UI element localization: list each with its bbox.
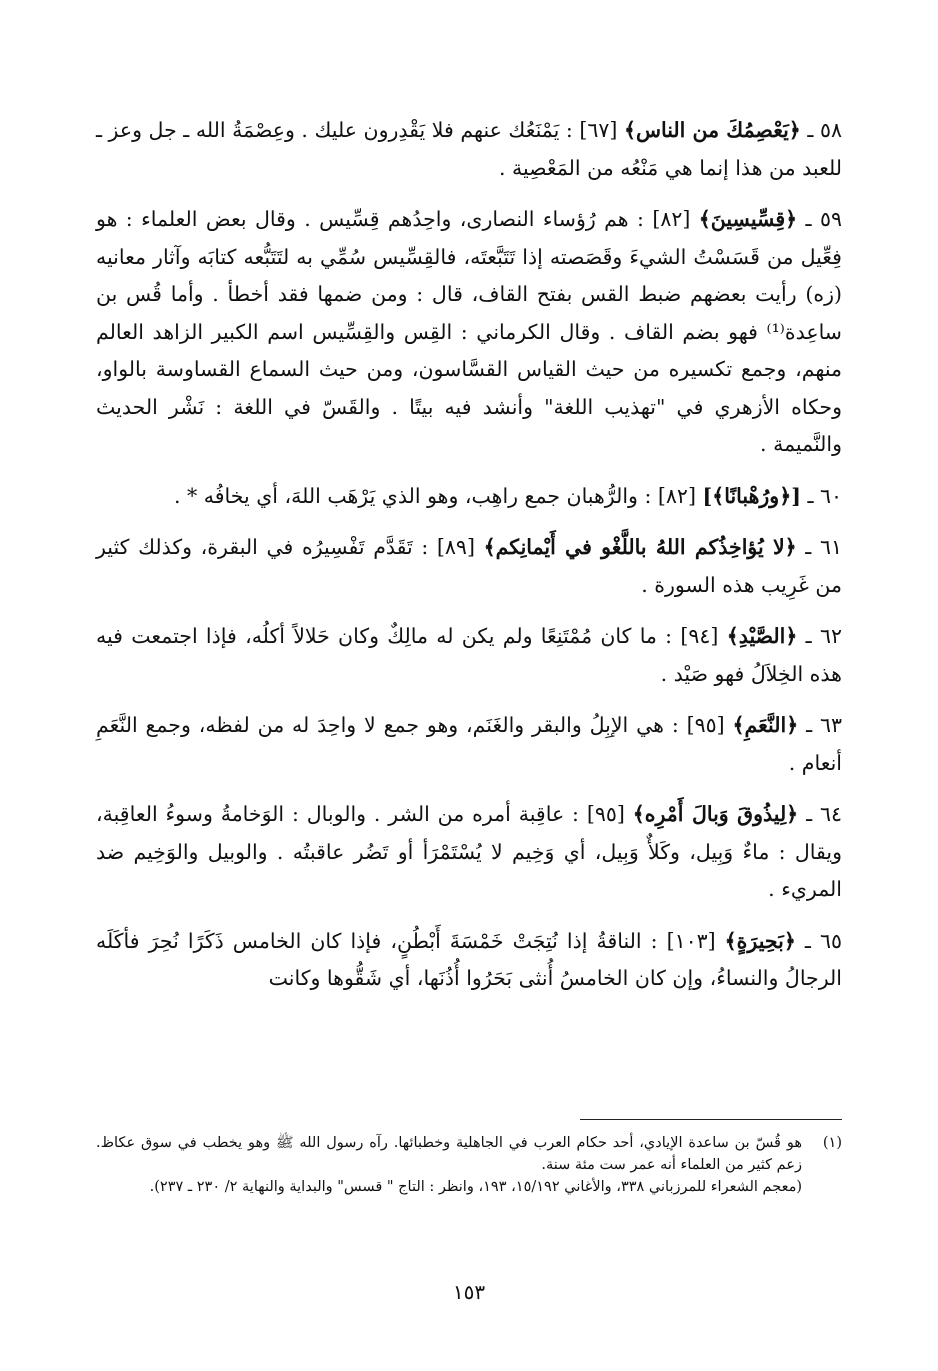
verse-reference: [٦٧] <box>579 118 618 142</box>
quran-term: ﴿قِسِّيسِينَ﴾ <box>698 207 798 231</box>
entry-definition: : والرُّهبان جمع راهِب، وهو الذي يَرْهَب اللهَ، أي يخافُه * . <box>173 483 652 508</box>
entry-definition: : هم رُؤساء النصارى، واحِدُهم قِسِّيس . وقال بعض العلماء : هو فِعِّيل من قَسَسْتُ الشيءَ وقَصَصته إذا تَتَبَّعتَه، فالقِسِّيس سُمِّي به لتَتَبُّعه كتابَه وآثار معانيه (زه) رأيت بعضهم ضبط القس بفتح القاف، قال : ومن ضمها فقد أخطأ . وأما قُس بن ساعِدة⁽¹⁾ فهو بضم القاف . وقال الكرماني : القِس والقِسِّيس اسم الكبير الزاهد العالم منهم، وجمع تكسيره من حيث القياس القسَّاسون، ومن حيث السماع القساوسة بالواو، وحكاه الأزهري في "تهذيب اللغة" وأنشد فيه بيتًا . والقَسّ في اللغة : نَشْر الحديث والنَّميمة . <box>96 207 842 456</box>
verse-reference: [٩٥] <box>586 802 625 826</box>
quran-term: ﴿النَّعَمِ﴾ <box>732 713 799 737</box>
verse-reference: [٨٢] <box>657 483 696 508</box>
footnote-text: هو قُسّ بن ساعدة الإيادي، أحد حكام العرب في الجاهلية وخطبائها. رآه رسول الله ﷺ وهو يخطب في سوق عكاظ. زعم كثير من العلماء أنه عمر ست مئة سنة. <box>96 1135 802 1173</box>
entry-60 <box>96 478 842 516</box>
entry-definition: : هي الإبِلُ والبقر والغَنَم، وهو جمع لا واحِدَ له من لفظه، وجمع النَّعَمِ أنعام . <box>96 713 842 775</box>
entry-number: ٦٠ ـ <box>807 483 842 508</box>
entry-63 <box>96 707 842 782</box>
entry-definition: : الناقةُ إذا نُتِجَتْ خَمْسَةَ أَبْطُنٍ، فإذا كان الخامس ذَكَرًا نُحِرَ فأكَلَه الرجالُ والنساءُ، وإن كان الخامسُ أُنثى بَحَرُوا أُذُنَها، أي شَقُّوها وكانت <box>96 928 842 990</box>
footnote-body <box>96 1132 802 1198</box>
entry-59 <box>96 201 842 464</box>
footnotes <box>96 1132 842 1198</box>
quran-term: ﴿لِيذُوقَ وَبالَ أَمْرِه﴾ <box>632 802 799 826</box>
entry-65 <box>96 923 842 998</box>
entry-number: ٦٣ ـ <box>806 713 842 737</box>
verse-reference: [٨٩] <box>436 535 475 559</box>
quran-term: ﴿بَحِيرَةٍ﴾ <box>724 928 796 953</box>
entry-58 <box>96 112 842 187</box>
entry-number: ٥٩ ـ <box>805 207 842 231</box>
entry-64 <box>96 796 842 909</box>
entry-number: ٥٨ ـ <box>807 118 842 142</box>
verse-reference: [٩٥] <box>686 713 725 737</box>
page-number: ١٥٣ <box>452 1280 486 1304</box>
entry-definition: : يَمْنَعُك عنهم فلا يَقْدِرون عليك . وعِصْمَةُ الله ـ جل وعز ـ للعبد من هذا إنما هي مَنْعُه من المَعْصِية . <box>96 118 842 180</box>
footnote-item <box>96 1132 842 1198</box>
verse-reference: [٩٤] <box>680 624 719 648</box>
entry-definition: : ما كان مُمْتَنِعًا ولم يكن له مالِكٌ وكان حَلالاً أكلُه، فإذا اجتمعت فيه هذه الخِلاَلُ فهو صَيْد . <box>96 624 842 686</box>
entry-61 <box>96 529 842 604</box>
footnote-marker: (١) <box>822 1135 842 1151</box>
entry-definition: : عاقِبة أمره من الشر . والوبال : الوَخامةُ وسوءُ العاقِبة، ويقال : ماءٌ وَبِيل، وكَلأٌ وَبِيل، أي وَخِيم لا يُسْتَمْرَأ أو تَضُر عاقبتُه . والوبيل والوَخِيم ضد المريء . <box>96 802 842 901</box>
quran-term: ﴿يَعْصِمُكَ من الناس﴾ <box>623 118 801 142</box>
entry-number: ٦٢ ـ <box>805 624 842 648</box>
footnote-divider <box>580 1119 842 1120</box>
entry-definition: : تَقَدَّم تَفْسِيرُه في البقرة، وكذلك كثير من غَرِيب هذه السورة . <box>96 535 842 597</box>
entry-number: ٦١ ـ <box>805 535 842 559</box>
entry-number: ٦٤ ـ <box>806 802 842 826</box>
quran-term: ﴿لا يُؤاخِذُكم اللهُ باللَّغْو في أَيْمانِكم﴾ <box>483 535 797 559</box>
footnote-sources: (معجم الشعراء للمرزباني ٣٣٨، والأغاني ١٥/١٩٢، ١٩٣، وانظر : التاج " قسس" والبداية والنهاية ٢/ ٢٣٠ ـ ٢٣٧). <box>149 1179 802 1195</box>
quran-term: [﴿ورُهْبانًا﴾] <box>702 483 801 508</box>
page-body <box>96 112 842 1012</box>
entry-number: ٦٥ ـ <box>804 928 842 953</box>
verse-reference: [٨٢] <box>652 207 691 231</box>
verse-reference: [١٠٣] <box>666 928 716 953</box>
quran-term: ﴿الصَّيْدِ﴾ <box>726 624 798 648</box>
entry-62 <box>96 618 842 693</box>
